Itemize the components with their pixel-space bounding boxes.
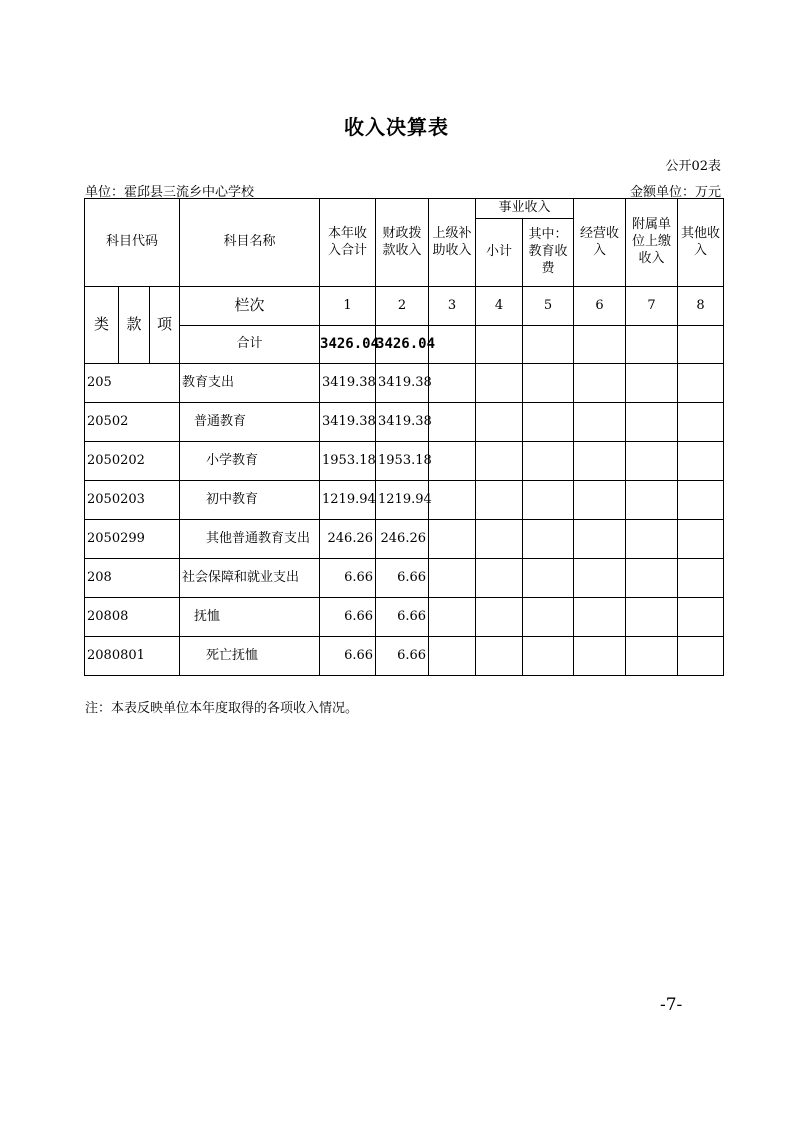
money-unit-label: 金额单位：万元: [629, 185, 721, 200]
row-value-2: 3419.38: [376, 364, 429, 403]
row-code: 20502: [85, 403, 180, 442]
table-row: [85, 637, 724, 676]
table-row: [85, 559, 724, 598]
row-code: 2050202: [85, 442, 180, 481]
row-name: 小学教育: [180, 442, 320, 481]
form-number: 公开02表: [665, 159, 721, 174]
row-value-1: 3419.38: [320, 403, 376, 442]
column-index-6: 6: [574, 287, 626, 326]
header-code: 科目代码: [85, 199, 180, 287]
header-subtotal: 小计: [476, 219, 523, 287]
header-affiliate-income: 附属单位上缴收入: [626, 199, 678, 287]
row-code: 2080801: [85, 637, 180, 676]
column-index-1: 1: [320, 287, 376, 326]
column-index-label: 栏次: [180, 287, 320, 326]
column-index-8: 8: [678, 287, 724, 326]
row-value-2: 246.26: [376, 520, 429, 559]
row-name: 社会保障和就业支出: [180, 559, 320, 598]
row-value-2: 1953.18: [376, 442, 429, 481]
row-value-1: 6.66: [320, 637, 376, 676]
page-number: -7-: [660, 995, 683, 1015]
header-other-income: 其他收入: [678, 199, 724, 287]
header-name: 科目名称: [180, 199, 320, 287]
page-title: 收入决算表: [344, 115, 449, 139]
row-name: 抚恤: [180, 598, 320, 637]
row-value-2: 1219.94: [376, 481, 429, 520]
row-name: 普通教育: [180, 403, 320, 442]
header-fiscal-income: 财政拨款收入: [376, 199, 429, 287]
column-index-row: [85, 287, 724, 326]
header-xiang: 项: [150, 287, 180, 364]
column-index-5: 5: [523, 287, 574, 326]
table-row: [85, 481, 724, 520]
row-value-1: 6.66: [320, 598, 376, 637]
row-value-2: 6.66: [376, 559, 429, 598]
row-name: 初中教育: [180, 481, 320, 520]
table-row: [85, 520, 724, 559]
header-kuan: 款: [119, 287, 150, 364]
row-code: 205: [85, 364, 180, 403]
column-index-7: 7: [626, 287, 678, 326]
total-value-1: 3426.04: [320, 326, 376, 364]
row-name: 其他普通教育支出: [180, 520, 320, 559]
row-value-1: 6.66: [320, 559, 376, 598]
total-row: [85, 326, 724, 364]
row-value-1: 1219.94: [320, 481, 376, 520]
column-index-4: 4: [476, 287, 523, 326]
row-code: 20808: [85, 598, 180, 637]
footnote: 注：本表反映单位本年度取得的各项收入情况。: [85, 701, 359, 716]
row-name: 死亡抚恤: [180, 637, 320, 676]
row-value-2: 6.66: [376, 637, 429, 676]
row-value-1: 246.26: [320, 520, 376, 559]
header-subsidy-income: 上级补助收入: [429, 199, 476, 287]
total-label: 合计: [180, 326, 320, 364]
table-row: [85, 598, 724, 637]
row-name: 教育支出: [180, 364, 320, 403]
table-row: [85, 403, 724, 442]
unit-label: 单位：霍邱县三流乡中心学校: [85, 185, 255, 200]
total-value-2: 3426.04: [376, 326, 429, 364]
table-row: [85, 442, 724, 481]
row-value-2: 3419.38: [376, 403, 429, 442]
row-code: 2050299: [85, 520, 180, 559]
column-index-2: 2: [376, 287, 429, 326]
row-value-1: 3419.38: [320, 364, 376, 403]
column-index-3: 3: [429, 287, 476, 326]
row-code: 208: [85, 559, 180, 598]
header-total-income: 本年收入合计: [320, 199, 376, 287]
header-row-1: [85, 199, 724, 219]
income-table: [84, 198, 724, 676]
header-lei: 类: [85, 287, 119, 364]
row-value-2: 6.66: [376, 598, 429, 637]
header-operating-income: 经营收入: [574, 199, 626, 287]
header-business-income: 事业收入: [476, 199, 574, 219]
row-value-1: 1953.18: [320, 442, 376, 481]
row-code: 2050203: [85, 481, 180, 520]
header-education-fees: 其中：教育收费: [523, 219, 574, 287]
table-row: [85, 364, 724, 403]
